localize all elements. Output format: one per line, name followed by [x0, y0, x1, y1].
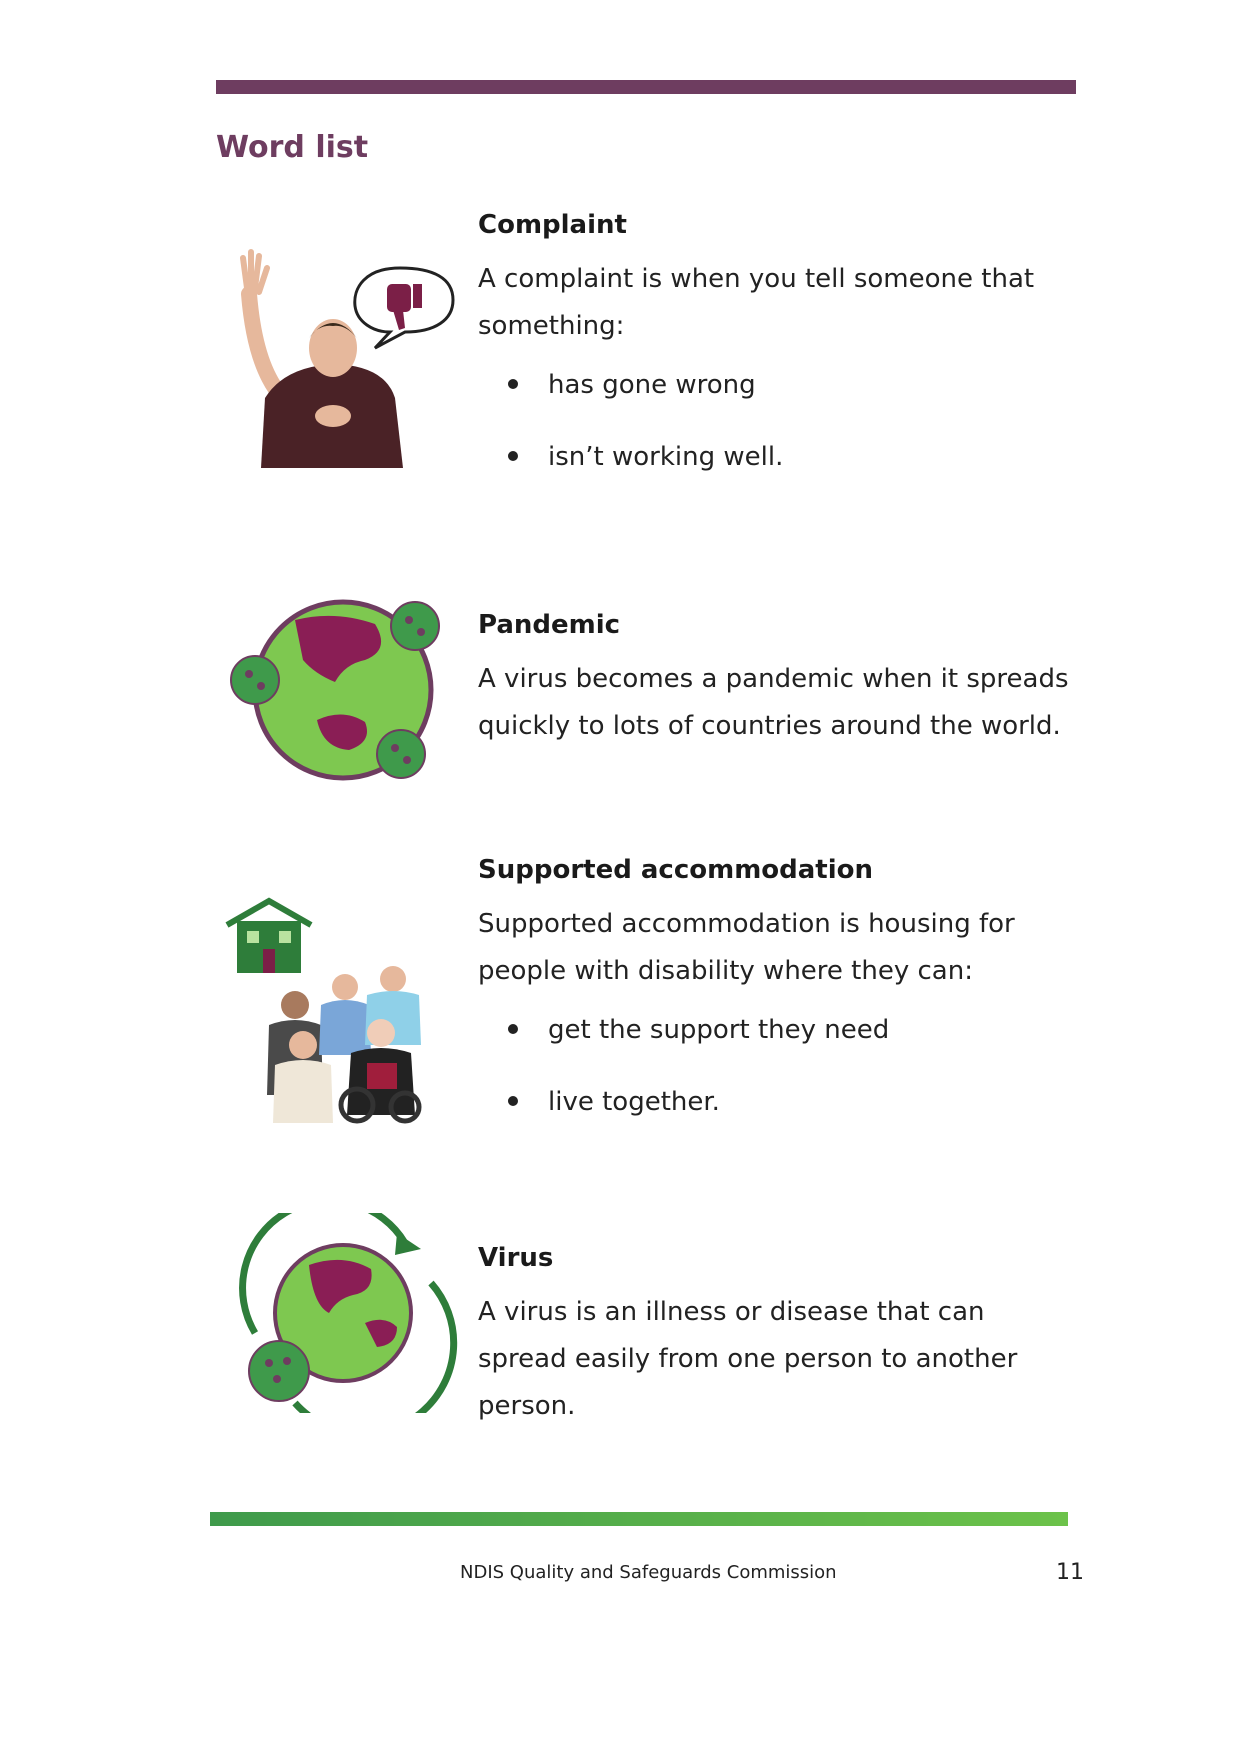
term-heading: Complaint: [478, 210, 627, 240]
top-rule: [216, 80, 1076, 94]
bullet-dot-icon: [508, 451, 518, 461]
virus-text: [478, 1243, 1078, 1430]
bullet-dot-icon: [508, 1024, 518, 1034]
bullet-dot-icon: [508, 379, 518, 389]
bullet-text: has gone wrong: [548, 370, 756, 400]
virus-illustration-icon: [225, 1213, 465, 1413]
bullet-text: live together.: [548, 1087, 720, 1117]
page-number: 11: [1056, 1560, 1084, 1585]
complaint-text: [478, 210, 1078, 512]
footer-organisation: NDIS Quality and Safeguards Commission: [460, 1562, 837, 1583]
bullet-item: [508, 1013, 1078, 1047]
complaint-illustration-icon: [225, 248, 465, 478]
term-definition: A virus is an illness or disease that can spread easily from one person to another person.: [478, 1297, 1018, 1421]
pandemic-illustration-icon: [225, 590, 465, 790]
supported-accommodation-illustration-icon: [225, 895, 465, 1125]
bullet-list: [478, 368, 1078, 474]
term-definition: A complaint is when you tell someone that something:: [478, 264, 1035, 341]
term-heading: Virus: [478, 1243, 554, 1273]
page-title: Word list: [216, 130, 369, 165]
bottom-rule: [210, 1512, 1068, 1526]
bullet-dot-icon: [508, 1096, 518, 1106]
term-heading: Supported accommodation: [478, 855, 874, 885]
pandemic-text: [478, 610, 1078, 750]
bullet-text: isn’t working well.: [548, 442, 784, 472]
term-definition: A virus becomes a pandemic when it spreads quickly to lots of countries around the world.: [478, 664, 1069, 741]
bullet-list: [478, 1013, 1078, 1119]
supported-accommodation-text: [478, 855, 1078, 1157]
term-heading: Pandemic: [478, 610, 621, 640]
bullet-item: [508, 368, 1078, 402]
bullet-item: [508, 1085, 1078, 1119]
bullet-item: [508, 440, 1078, 474]
bullet-text: get the support they need: [548, 1015, 890, 1045]
term-definition: Supported accommodation is housing for people with disability where they can:: [478, 909, 1015, 986]
